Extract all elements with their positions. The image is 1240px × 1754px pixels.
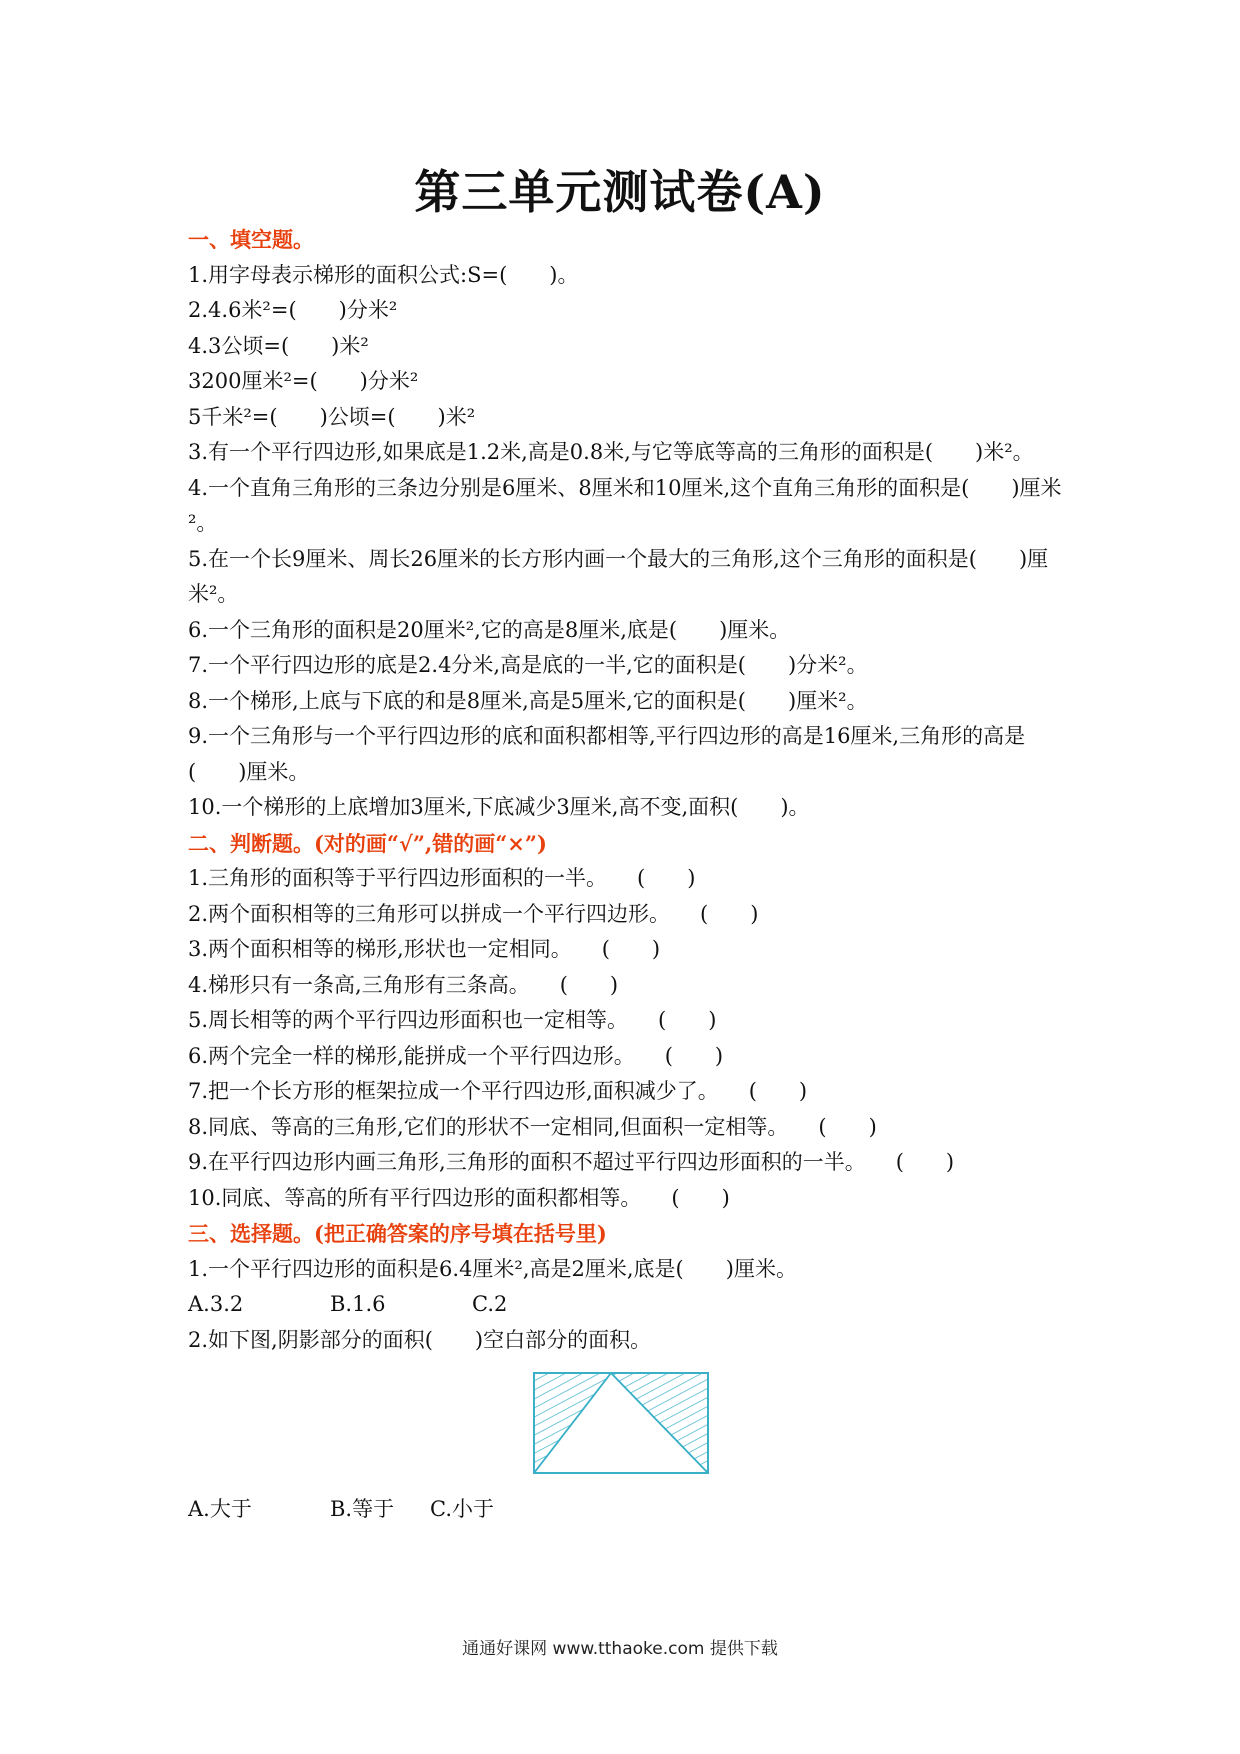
judge-item — [188, 968, 1068, 1004]
fill-question-4: 4.一个直角三角形的三条边分别是6厘米、8厘米和10厘米,这个直角三角形的面积是( )厘米²。 — [188, 475, 1062, 535]
choice-question-1: 1.一个平行四边形的面积是6.4厘米²,高是2厘米,底是( )厘米。 — [188, 1256, 797, 1281]
answer-bracket: ( ) — [818, 1114, 877, 1139]
judge-item — [188, 1074, 1068, 1110]
choice-question-2: 2.如下图,阴影部分的面积( )空白部分的面积。 — [188, 1327, 652, 1352]
fill-question-6: 6.一个三角形的面积是20厘米²,它的高是8厘米,底是( )厘米。 — [188, 617, 791, 642]
judge-statement: 3.两个面积相等的梯形,形状也一定相同。 — [188, 937, 572, 961]
option-a: A.3.2 — [188, 1292, 244, 1316]
answer-bracket: ( ) — [658, 1008, 717, 1032]
judge-statement: 5.周长相等的两个平行四边形面积也一定相等。 — [188, 1008, 629, 1032]
answer-bracket: ( ) — [895, 1150, 955, 1174]
judge-statement: 9.在平行四边形内画三角形,三角形的面积不超过平行四边形面积的一半。 — [188, 1150, 866, 1174]
judge-statement: 6.两个完全一样的梯形,能拼成一个平行四边形。 — [188, 1043, 635, 1068]
footer-source: 通通好课网 www.tthaoke.com 提供下载 — [462, 1639, 778, 1659]
answer-bracket: ( ) — [700, 901, 759, 926]
option-c: C.小于 — [430, 1497, 494, 1521]
fill-question-2d: 5千米²=( )公顷=( )米² — [188, 404, 476, 429]
answer-bracket: ( ) — [748, 1079, 808, 1103]
judge-item — [188, 897, 1068, 933]
fill-question-3: 3.有一个平行四边形,如果底是1.2米,高是0.8米,与它等底等高的三角形的面积是( )米²。 — [188, 440, 1034, 464]
judge-item — [188, 861, 1068, 897]
shaded-rectangle-figure — [533, 1372, 709, 1474]
choice-options-1 — [188, 1287, 1068, 1323]
judge-statement: 7.把一个长方形的框架拉成一个平行四边形,面积减少了。 — [188, 1079, 719, 1103]
option-b: B.1.6 — [330, 1292, 386, 1316]
fill-question-5: 5.在一个长9厘米、周长26厘米的长方形内画一个最大的三角形,这个三角形的面积是( )厘米²。 — [188, 546, 1049, 606]
option-b: B.等于 — [330, 1497, 395, 1521]
judge-item — [188, 1181, 1068, 1217]
option-a: A.大于 — [188, 1497, 252, 1521]
judge-statement: 1.三角形的面积等于平行四边形面积的一半。 — [188, 866, 608, 890]
fill-question-2b: 4.3公顷=( )米² — [188, 333, 369, 358]
option-c: C.2 — [472, 1292, 508, 1316]
answer-bracket: ( ) — [671, 1185, 730, 1210]
fill-question-8: 8.一个梯形,上底与下底的和是8厘米,高是5厘米,它的面积是( )厘米²。 — [188, 688, 868, 713]
section-heading-judge: 二、判断题。(对的画“√”,错的画“×”) — [188, 830, 547, 856]
answer-bracket: ( ) — [637, 866, 696, 890]
fill-question-9: 9.一个三角形与一个平行四边形的底和面积都相等,平行四边形的高是16厘米,三角形的高是( )厘米。 — [188, 724, 1026, 784]
choice-options-2 — [188, 1492, 1068, 1528]
fill-question-7: 7.一个平行四边形的底是2.4分米,高是底的一半,它的面积是( )分米²。 — [188, 653, 868, 677]
fill-question-2c: 3200厘米²=( )分米² — [188, 369, 419, 393]
judge-item — [188, 1003, 1068, 1039]
judge-statement: 2.两个面积相等的三角形可以拼成一个平行四边形。 — [188, 901, 671, 926]
section-heading-choice: 三、选择题。(把正确答案的序号填在括号里) — [188, 1221, 607, 1246]
judge-item — [188, 1145, 1068, 1181]
page-title: 第三单元测试卷(A) — [414, 165, 826, 219]
judge-item — [188, 1110, 1068, 1146]
judge-statement: 10.同底、等高的所有平行四边形的面积都相等。 — [188, 1185, 642, 1210]
answer-bracket: ( ) — [559, 972, 619, 997]
section-heading-fill: 一、填空题。 — [188, 227, 314, 252]
fill-question-10: 10.一个梯形的上底增加3厘米,下底减少3厘米,高不变,面积( )。 — [188, 795, 810, 819]
answer-bracket: ( ) — [601, 937, 661, 961]
judge-statement: 8.同底、等高的三角形,它们的形状不一定相同,但面积一定相等。 — [188, 1114, 789, 1139]
fill-question-2a: 2.4.6米²=( )分米² — [188, 298, 398, 322]
judge-item — [188, 932, 1068, 968]
answer-bracket: ( ) — [664, 1043, 724, 1068]
fill-question-1: 1.用字母表示梯形的面积公式:S=( )。 — [188, 262, 579, 287]
judge-statement: 4.梯形只有一条高,三角形有三条高。 — [188, 972, 530, 997]
judge-item — [188, 1039, 1068, 1075]
test-content — [188, 222, 1068, 1528]
